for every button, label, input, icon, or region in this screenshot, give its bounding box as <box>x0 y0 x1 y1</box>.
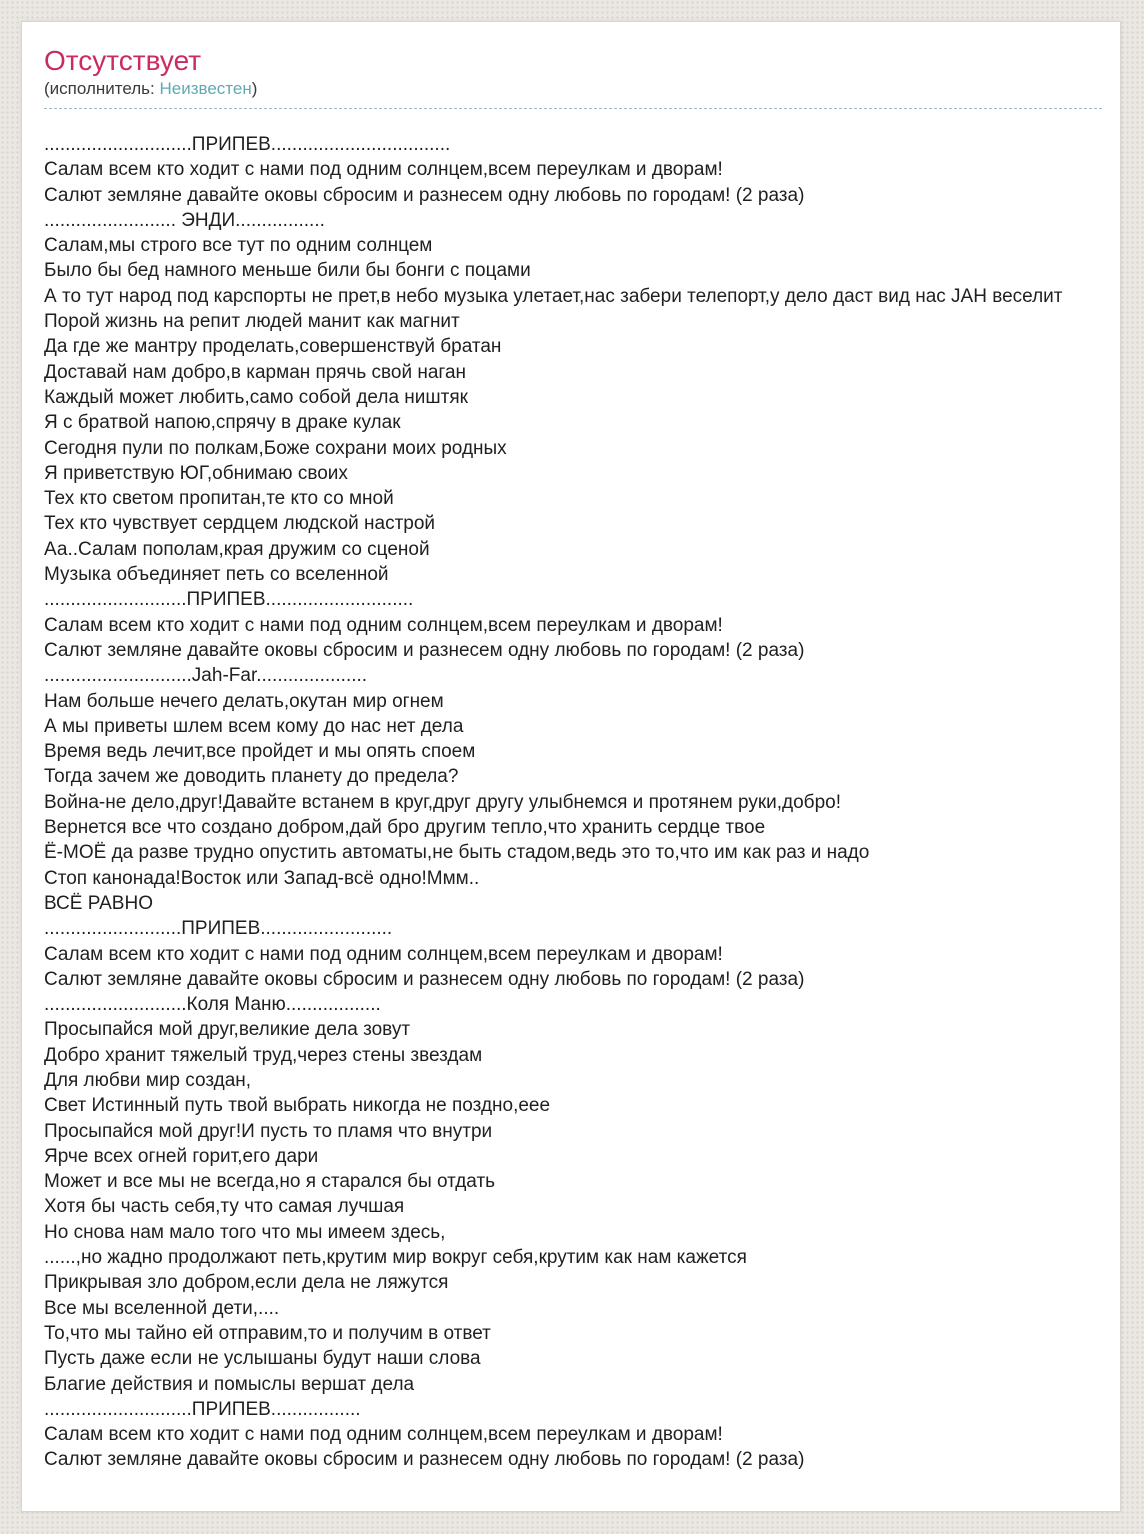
lyric-line: Я с братвой напою,спрячу в драке кулак <box>44 412 401 434</box>
lyric-line: Салам всем кто ходит с нами под одним солнцем,всем переулкам и дворам! <box>44 614 723 636</box>
lyric-line: ...........................Коля Маню.................. <box>44 994 381 1016</box>
lyric-line: Добро хранит тяжелый труд,через стены звездам <box>44 1044 483 1066</box>
lyric-line: Просыпайся мой друг!И пусть то пламя что внутри <box>44 1120 493 1142</box>
lyric-line: Хотя бы часть себя,ту что самая лучшая <box>44 1196 405 1218</box>
lyrics-text <box>44 132 1102 1473</box>
lyric-line: Салам,мы строго все тут по одним солнцем <box>44 235 433 257</box>
artist-line <box>44 79 1102 99</box>
lyric-line: Тех кто чувствует сердцем людской настрой <box>44 513 436 535</box>
lyric-line: Каждый может любить,само собой дела ништяк <box>44 386 468 408</box>
lyric-line: То,что мы тайно ей отправим,то и получим в ответ <box>44 1322 491 1344</box>
lyrics-card <box>21 21 1121 1512</box>
lyric-line: Все мы вселенной дети,.... <box>44 1297 280 1319</box>
lyric-line: Салют земляне давайте оковы сбросим и разнесем одну любовь по городам! (2 раза) <box>44 968 805 990</box>
lyric-line: Просыпайся мой друг,великие дела зовут <box>44 1019 411 1041</box>
lyric-line: Музыка объединяет петь со вселенной <box>44 564 389 586</box>
lyric-line: ............................Jah-Far..................... <box>44 665 368 687</box>
lyric-line: Было бы бед намного меньше били бы бонги с поцами <box>44 260 531 282</box>
artist-label-close: ) <box>251 79 258 98</box>
lyric-line: Свет Истинный путь твой выбрать никогда не поздно,еее <box>44 1095 551 1117</box>
lyric-line: Салам всем кто ходит с нами под одним солнцем,всем переулкам и дворам! <box>44 159 723 181</box>
lyric-line: Вернется все что создано добром,дай бро другим тепло,что хранить сердце твое <box>44 817 766 839</box>
artist-label: (исполнитель: <box>44 79 160 98</box>
lyric-line: Но снова нам мало того что мы имеем здесь, <box>44 1221 446 1243</box>
lyric-line: Салам всем кто ходит с нами под одним солнцем,всем переулкам и дворам! <box>44 943 723 965</box>
lyric-line: ............................ПРИПЕВ.................................. <box>44 134 451 155</box>
lyric-line: Прикрывая зло добром,если дела не ляжутся <box>44 1272 449 1294</box>
lyric-line: Для любви мир создан, <box>44 1069 252 1091</box>
song-title: Отсутствует <box>44 45 202 76</box>
lyric-line: ......,но жадно продолжают петь,крутим мир вокруг себя,крутим как нам кажется <box>44 1247 747 1269</box>
lyric-line: Нам больше нечего делать,окутан мир огнем <box>44 690 444 712</box>
lyric-line: Благие действия и помыслы вершат дела <box>44 1373 415 1395</box>
lyric-line: Аа..Салам пополам,края дружим со сценой <box>44 538 430 560</box>
lyric-line: Салам всем кто ходит с нами под одним солнцем,всем переулкам и дворам! <box>44 1424 723 1446</box>
lyric-line: Я приветствую ЮГ,обнимаю своих <box>44 462 348 484</box>
song-header <box>44 46 1102 109</box>
lyric-line: Сегодня пули по полкам,Боже сохрани моих родных <box>44 437 507 459</box>
lyric-line: Ё-МОЁ да разве трудно опустить автоматы,не быть стадом,ведь это то,что им как раз и надо <box>44 842 870 864</box>
lyric-line: ......................... ЭНДИ................. <box>44 209 325 231</box>
lyric-line: Тогда зачем же доводить планету до предела? <box>44 766 459 788</box>
lyric-line: Пусть даже если не услышаны будут наши слова <box>44 1348 481 1370</box>
lyric-line: Салют земляне давайте оковы сбросим и разнесем одну любовь по городам! (2 раза) <box>44 184 805 206</box>
lyric-line: ...........................ПРИПЕВ............................ <box>44 589 414 611</box>
lyric-line: ВСЁ РАВНО <box>44 892 153 914</box>
lyric-line: Да где же мантру проделать,совершенствуй братан <box>44 336 502 358</box>
lyric-line: ............................ПРИПЕВ................. <box>44 1398 361 1420</box>
lyric-line: ..........................ПРИПЕВ......................... <box>44 918 393 940</box>
lyric-line: Салют земляне давайте оковы сбросим и разнесем одну любовь по городам! (2 раза) <box>44 639 805 661</box>
lyric-line: Салют земляне давайте оковы сбросим и разнесем одну любовь по городам! (2 раза) <box>44 1449 805 1471</box>
lyric-line: Ярче всех огней горит,его дари <box>44 1145 319 1167</box>
lyric-line: А то тут народ под карспорты не прет,в небо музыка улетает,нас забери телепорт,у дело даст вид нас JAH веселит <box>44 285 1063 307</box>
lyric-line: Тех кто светом пропитан,те кто со мной <box>44 488 394 510</box>
lyric-line: Может и все мы не всегда,но я старался бы отдать <box>44 1171 496 1193</box>
lyric-line: Порой жизнь на репит людей манит как магнит <box>44 311 460 333</box>
lyric-line: Время ведь лечит,все пройдет и мы опять споем <box>44 741 476 763</box>
artist-link[interactable]: Неизвестен <box>159 79 252 98</box>
lyric-line: Война-не дело,друг!Давайте встанем в круг,друг другу улыбнемся и протянем руки,добро! <box>44 791 841 813</box>
lyric-line: А мы приветы шлем всем кому до нас нет дела <box>44 715 464 737</box>
lyric-line: Доставай нам добро,в карман прячь свой наган <box>44 361 467 383</box>
lyric-line: Стоп канонада!Восток или Запад-всё одно!Ммм.. <box>44 867 480 889</box>
